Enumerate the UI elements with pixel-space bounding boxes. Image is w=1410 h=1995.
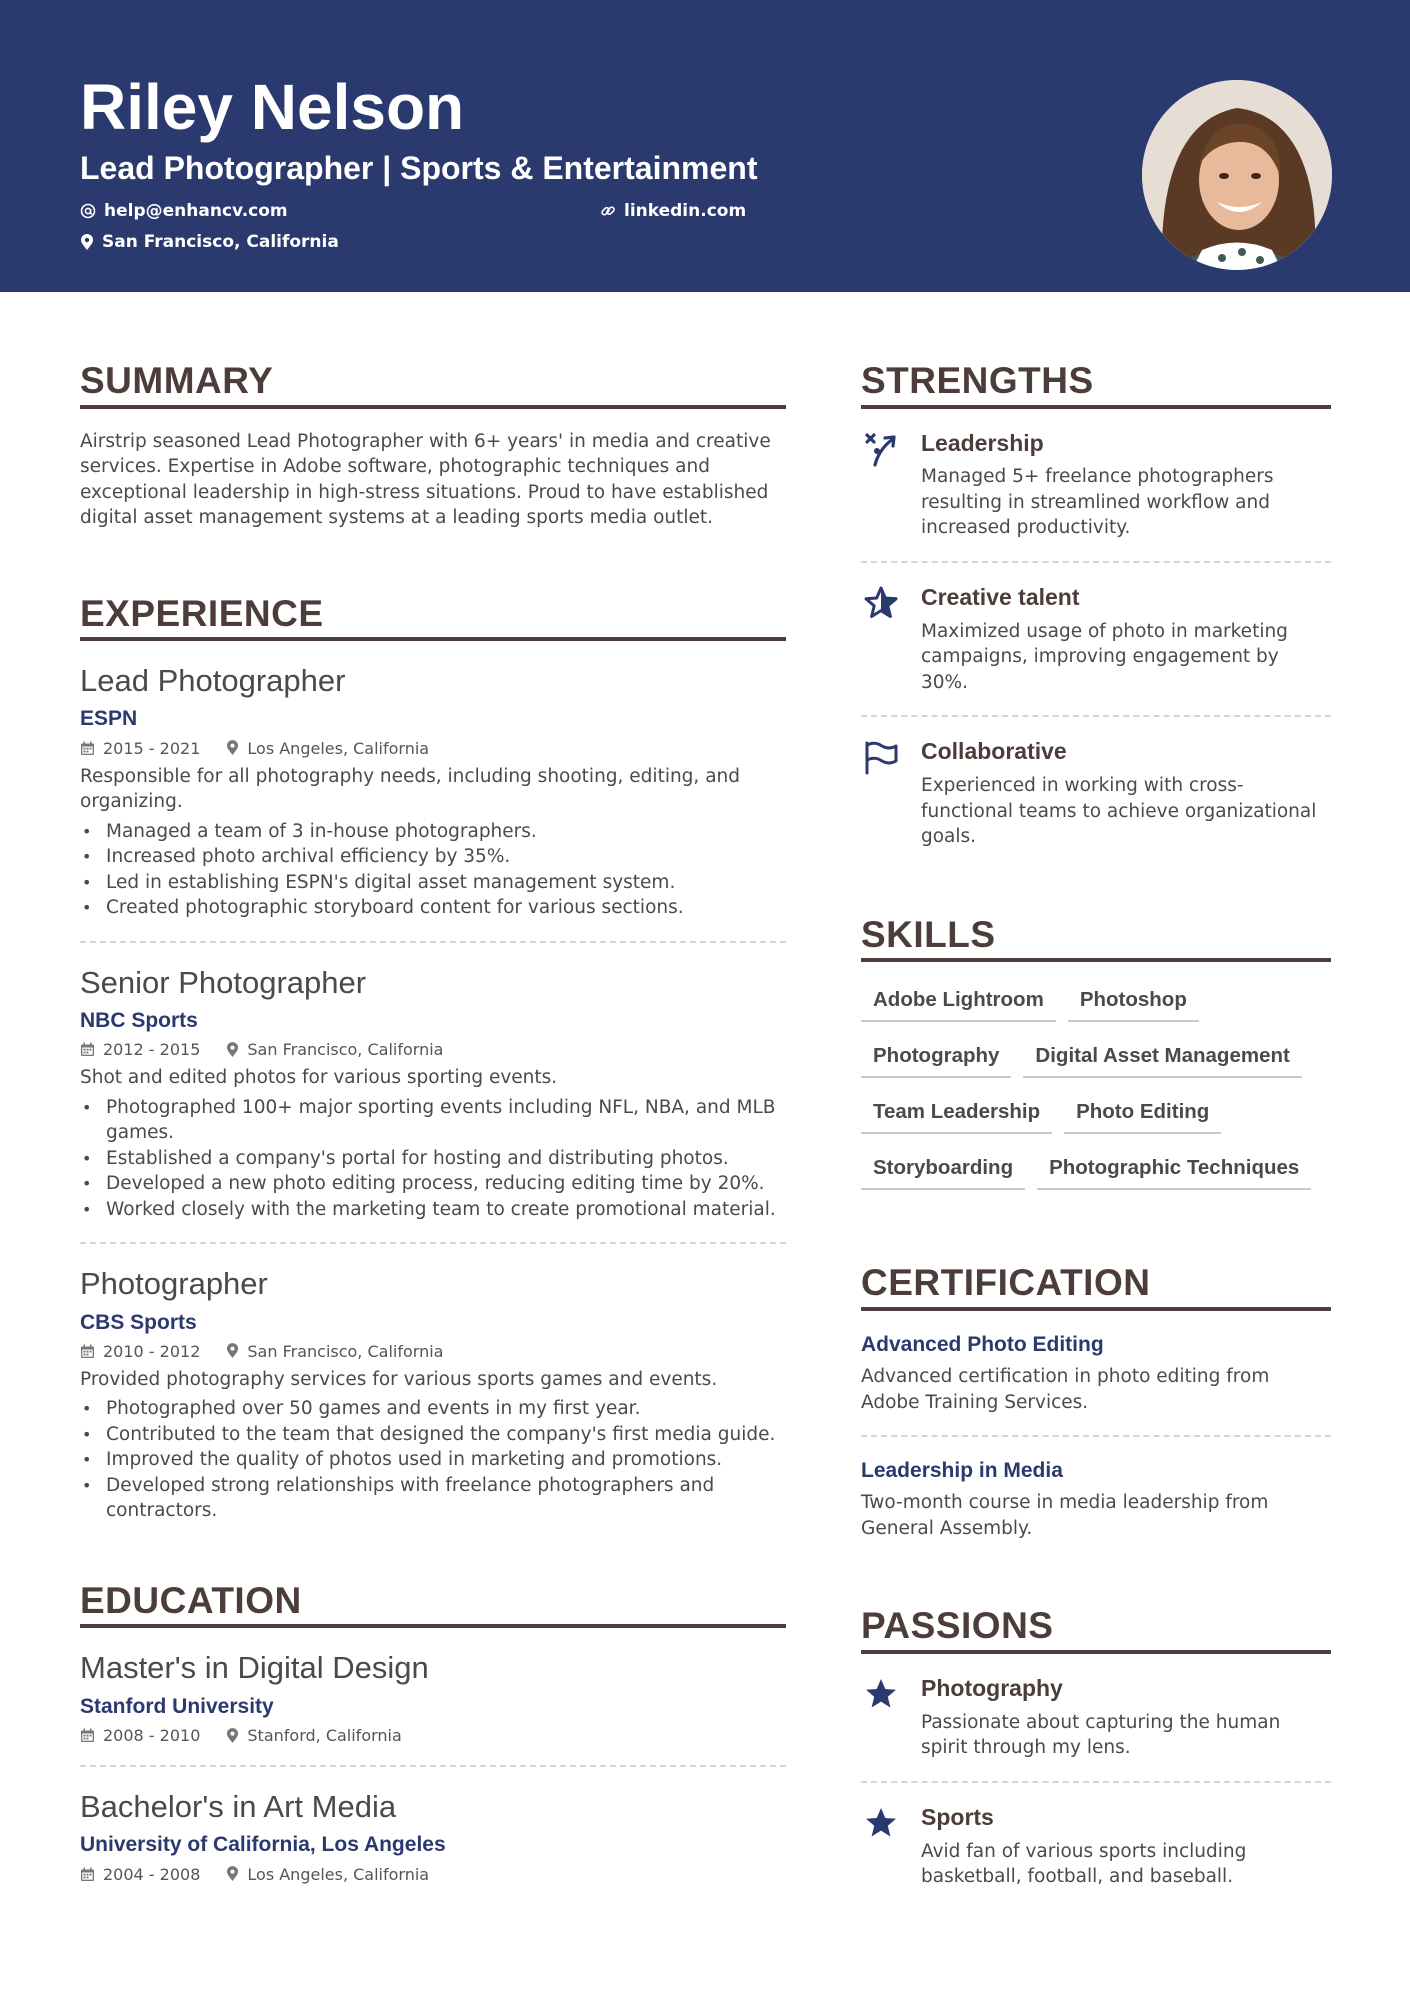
degree-title: Master's in Digital Design bbox=[80, 1650, 429, 1686]
education-location: Stanford, California bbox=[247, 1726, 402, 1746]
job-bullets bbox=[80, 819, 786, 921]
experience-item bbox=[80, 1264, 786, 1524]
job-location: San Francisco, California bbox=[247, 1040, 444, 1060]
skill-tag: Photographic Techniques bbox=[1037, 1150, 1311, 1190]
strength-description: Managed 5+ freelance photographers resulting in streamlined workflow and increased productivity. bbox=[921, 466, 1274, 539]
link-icon bbox=[600, 203, 616, 219]
star-icon bbox=[863, 1676, 899, 1712]
divider bbox=[861, 715, 1331, 717]
candidate-name: Riley Nelson bbox=[80, 71, 465, 143]
job-bullet: • Photographed 100+ major sporting events including NFL, NBA, and MLB games. bbox=[80, 1095, 786, 1146]
certification-section bbox=[861, 1262, 1331, 1541]
strength-title: Leadership bbox=[921, 429, 1044, 456]
company-name: NBC Sports bbox=[80, 1008, 198, 1032]
strength-item bbox=[861, 583, 1331, 695]
divider bbox=[80, 941, 786, 943]
contact-location bbox=[80, 232, 339, 252]
candidate-role: Lead Photographer | Sports & Entertainment bbox=[80, 150, 758, 186]
strength-item bbox=[861, 737, 1331, 849]
passion-title: Photography bbox=[921, 1674, 1063, 1701]
job-bullet: • Improved the quality of photos used in marketing and promotions. bbox=[80, 1447, 786, 1473]
calendar-icon bbox=[80, 1042, 95, 1057]
job-dates: 2015 - 2021 bbox=[103, 738, 201, 758]
strength-description: Experienced in working with cross-functional teams to achieve organizational goals. bbox=[921, 775, 1317, 848]
job-meta bbox=[80, 1342, 786, 1361]
strength-item bbox=[861, 429, 1331, 541]
flag-icon bbox=[863, 739, 899, 775]
experience-section bbox=[80, 593, 786, 1524]
location-pin-icon bbox=[80, 234, 94, 251]
at-icon bbox=[80, 203, 96, 219]
skills-section bbox=[861, 914, 1331, 1191]
job-title: Photographer bbox=[80, 1266, 268, 1302]
certification-description: Two-month course in media leadership from General Assembly. bbox=[861, 1492, 1269, 1539]
summary-text: Airstrip seasoned Lead Photographer with 6+ years' in media and creative services. Expertise in Adobe software, photographic techniques and exceptional leadership in high-stress situations. Proud to have established digital asset management systems at a leading sports media outlet. bbox=[80, 430, 771, 529]
education-heading: EDUCATION bbox=[80, 1580, 786, 1629]
profile-photo bbox=[1142, 80, 1332, 270]
education-section bbox=[80, 1580, 786, 1884]
education-dates: 2004 - 2008 bbox=[103, 1864, 201, 1884]
certification-heading: CERTIFICATION bbox=[861, 1262, 1331, 1311]
strength-title: Creative talent bbox=[921, 583, 1080, 610]
passion-description: Passionate about capturing the human spirit through my lens. bbox=[921, 1711, 1281, 1759]
divider bbox=[861, 1435, 1331, 1437]
location-pin-icon bbox=[226, 1866, 239, 1882]
company-name: CBS Sports bbox=[80, 1310, 197, 1334]
location-pin-icon bbox=[226, 1728, 239, 1744]
job-bullet: • Developed strong relationships with freelance photographers and contractors. bbox=[80, 1473, 786, 1524]
certification-item bbox=[861, 1457, 1331, 1541]
skills-list bbox=[861, 982, 1331, 1190]
certification-description: Advanced certification in photo editing from Adobe Training Services. bbox=[861, 1366, 1270, 1413]
experience-item bbox=[80, 963, 786, 1223]
job-title: Senior Photographer bbox=[80, 964, 367, 1000]
school-name: Stanford University bbox=[80, 1694, 274, 1718]
skill-tag: Photography bbox=[861, 1038, 1011, 1078]
experience-item bbox=[80, 661, 786, 921]
job-bullets bbox=[80, 1095, 786, 1223]
location-pin-icon bbox=[226, 740, 239, 756]
job-description: Provided photography services for various sports games and events. bbox=[80, 1368, 718, 1390]
education-location: Los Angeles, California bbox=[247, 1864, 430, 1884]
passions-heading: PASSIONS bbox=[861, 1605, 1331, 1654]
right-column bbox=[861, 360, 1331, 1890]
passion-item bbox=[861, 1674, 1331, 1761]
job-bullet: • Increased photo archival efficiency by 35%. bbox=[80, 844, 786, 870]
skill-tag: Adobe Lightroom bbox=[861, 982, 1056, 1022]
job-bullet: • Led in establishing ESPN's digital asset management system. bbox=[80, 870, 786, 896]
left-column bbox=[80, 360, 786, 1884]
divider bbox=[80, 1242, 786, 1244]
job-bullets bbox=[80, 1396, 786, 1524]
divider bbox=[80, 1765, 786, 1767]
resume-header bbox=[0, 0, 1410, 292]
passion-title: Sports bbox=[921, 1803, 994, 1830]
job-bullet: • Developed a new photo editing process, reducing editing time by 20%. bbox=[80, 1171, 786, 1197]
divider bbox=[861, 561, 1331, 563]
company-name: ESPN bbox=[80, 707, 138, 731]
summary-heading: SUMMARY bbox=[80, 360, 786, 409]
strengths-section bbox=[861, 360, 1331, 850]
location-pin-icon bbox=[226, 1042, 239, 1058]
strategy-icon bbox=[863, 431, 899, 467]
skill-tag: Photo Editing bbox=[1064, 1094, 1221, 1134]
skills-heading: SKILLS bbox=[861, 914, 1331, 963]
job-description: Shot and edited photos for various sporting events. bbox=[80, 1067, 558, 1089]
strength-title: Collaborative bbox=[921, 738, 1067, 765]
job-dates: 2012 - 2015 bbox=[103, 1040, 201, 1060]
job-meta bbox=[80, 739, 786, 758]
location-pin-icon bbox=[226, 1343, 239, 1359]
contact-email[interactable] bbox=[80, 201, 288, 221]
skill-tag: Digital Asset Management bbox=[1023, 1038, 1301, 1078]
education-item bbox=[80, 1787, 786, 1884]
job-description: Responsible for all photography needs, including shooting, editing, and organizing. bbox=[80, 765, 740, 813]
education-meta bbox=[80, 1865, 786, 1884]
job-meta bbox=[80, 1040, 786, 1059]
school-name: University of California, Los Angeles bbox=[80, 1833, 446, 1857]
skill-tag: Team Leadership bbox=[861, 1094, 1052, 1134]
job-title: Lead Photographer bbox=[80, 663, 346, 699]
job-bullet: • Contributed to the team that designed the company's first media guide. bbox=[80, 1422, 786, 1448]
calendar-icon bbox=[80, 1344, 95, 1359]
education-item bbox=[80, 1648, 786, 1745]
education-meta bbox=[80, 1726, 786, 1745]
certification-title: Advanced Photo Editing bbox=[861, 1332, 1104, 1356]
certification-title: Leadership in Media bbox=[861, 1459, 1063, 1483]
job-location: Los Angeles, California bbox=[247, 738, 430, 758]
strengths-heading: STRENGTHS bbox=[861, 360, 1331, 409]
linkedin-text: linkedin.com bbox=[624, 201, 747, 221]
location-text: San Francisco, California bbox=[102, 232, 339, 252]
star-outline-icon bbox=[863, 585, 899, 621]
strength-description: Maximized usage of photo in marketing campaigns, improving engagement by 30%. bbox=[921, 620, 1288, 693]
star-icon bbox=[863, 1805, 899, 1841]
summary-section bbox=[80, 360, 786, 531]
calendar-icon bbox=[80, 1867, 95, 1882]
skill-tag: Photoshop bbox=[1068, 982, 1199, 1022]
skill-tag: Storyboarding bbox=[861, 1150, 1025, 1190]
email-text: help@enhancv.com bbox=[104, 201, 288, 221]
degree-title: Bachelor's in Art Media bbox=[80, 1789, 397, 1825]
job-bullet: • Photographed over 50 games and events in my first year. bbox=[80, 1396, 786, 1422]
job-dates: 2010 - 2012 bbox=[103, 1341, 201, 1361]
calendar-icon bbox=[80, 741, 95, 756]
job-location: San Francisco, California bbox=[247, 1341, 444, 1361]
divider bbox=[861, 1781, 1331, 1783]
job-bullet: • Created photographic storyboard content for various sections. bbox=[80, 895, 786, 921]
job-bullet: • Established a company's portal for hosting and distributing photos. bbox=[80, 1146, 786, 1172]
passions-section bbox=[861, 1605, 1331, 1889]
education-dates: 2008 - 2010 bbox=[103, 1726, 201, 1746]
job-bullet: • Managed a team of 3 in-house photographers. bbox=[80, 819, 786, 845]
calendar-icon bbox=[80, 1728, 95, 1743]
experience-heading: EXPERIENCE bbox=[80, 593, 786, 642]
contact-linkedin[interactable] bbox=[600, 201, 746, 221]
passion-item bbox=[861, 1803, 1331, 1890]
job-bullet: • Worked closely with the marketing team to create promotional material. bbox=[80, 1197, 786, 1223]
certification-item bbox=[861, 1331, 1331, 1415]
passion-description: Avid fan of various sports including basketball, football, and baseball. bbox=[921, 1840, 1247, 1888]
